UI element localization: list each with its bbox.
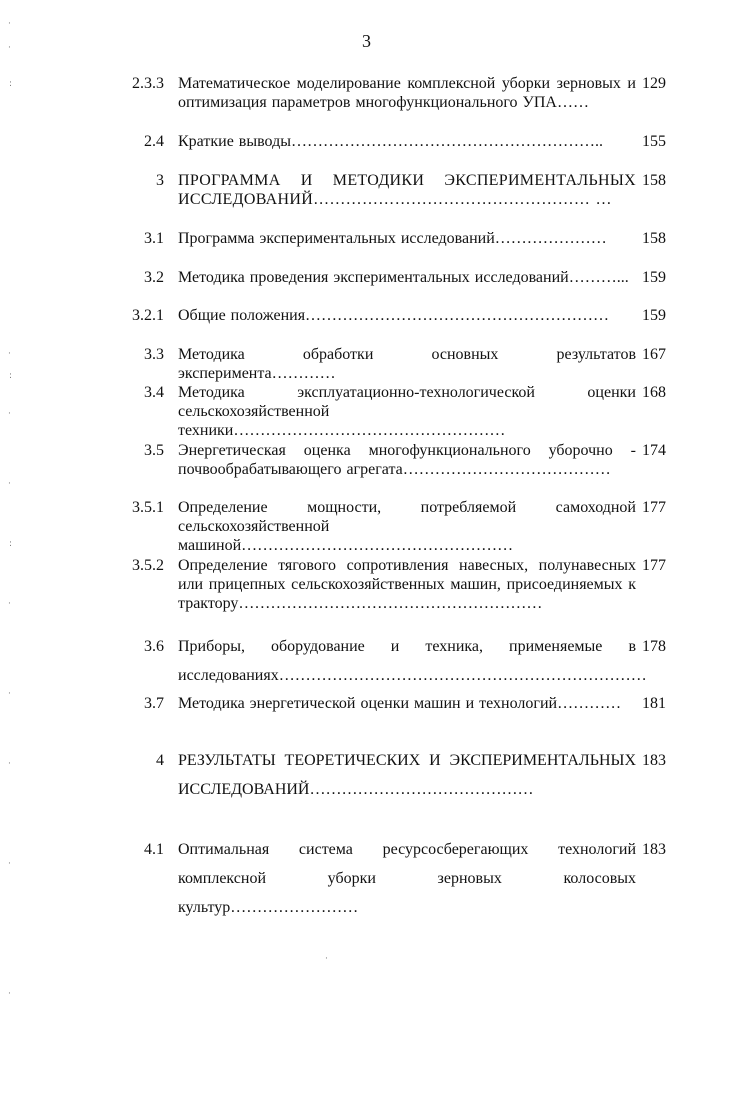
toc-entry <box>118 746 693 836</box>
toc-entry-title: Программа экспериментальных исследований………………… <box>178 230 607 247</box>
toc-entry-number: 3.5.2 <box>132 557 164 574</box>
scan-speck: · <box>8 859 11 869</box>
toc-entry-title: ПРОГРАММА И МЕТОДИКИ ЭКСПЕРИМЕНТАЛЬНЫХ ИССЛЕДОВАНИЙ…………………………………………… … <box>178 172 636 208</box>
toc-entry-number: 2.4 <box>144 133 164 150</box>
scan-speck: · <box>8 349 11 359</box>
toc-entry-page: 183 <box>642 841 666 858</box>
toc-entry-title: Общие положения………………………………………………… <box>178 307 610 324</box>
toc-entry-number: 3.5 <box>144 442 164 459</box>
toc-entry <box>118 835 693 925</box>
toc-entry <box>118 229 693 267</box>
toc-entry <box>118 556 693 632</box>
toc-entry-title: Оптимальная система ресурсосберегающих технологий комплексной уборки зерновых колосовых культур…………………… <box>178 841 636 916</box>
toc-entry <box>118 268 693 306</box>
toc-entry-page: 168 <box>642 384 666 401</box>
toc-entry-title: Определение тягового сопротивления навесных, полунавесных или прицепных сельскохозяйственных машин, присоединяемых к трактору………………………………………………… <box>178 557 636 612</box>
toc-entry-title: Определение мощности, потребляемой самоходной сельскохозяйственной машиной…………………………………………… <box>178 499 636 554</box>
toc-entry-number: 3.7 <box>144 695 164 712</box>
toc-entry-title: Приборы, оборудование и техника, применяемые в исследованиях…………………………………………………………… <box>178 638 647 684</box>
toc-entry-number: 4.1 <box>144 841 164 858</box>
toc-entry-title: Краткие выводы………………………………………………….. <box>178 133 603 150</box>
toc-entry <box>118 74 693 131</box>
toc-entry-page: 167 <box>642 346 666 363</box>
toc-entry-number: 3.2 <box>144 269 164 286</box>
toc-entry <box>118 132 693 170</box>
toc-entry-page: 183 <box>642 752 666 769</box>
scan-speck: : <box>9 539 13 549</box>
toc-entry-number: 3.5.1 <box>132 499 164 516</box>
toc-entry-page: 159 <box>642 269 666 286</box>
toc-entry-page: 158 <box>642 172 666 189</box>
scan-speck: : <box>9 79 13 89</box>
toc-entry <box>118 441 693 498</box>
toc-entry <box>118 345 693 383</box>
scan-speck: : <box>9 371 13 381</box>
scan-speck: · <box>8 759 11 769</box>
toc-entry-page: 158 <box>642 230 666 247</box>
page-number: 3 <box>362 31 371 51</box>
toc-entry-page: 177 <box>642 499 666 516</box>
toc-entry-title: Математическое моделирование комплексной уборки зерновых и оптимизация параметров многофункционального УПА…… <box>178 75 636 111</box>
toc-entry-page: 159 <box>642 307 666 324</box>
scan-speck: · <box>8 409 11 419</box>
toc-entry-number: 2.3.3 <box>132 75 164 92</box>
toc-entry-number: 3.6 <box>144 638 164 655</box>
toc-entry-title: Методика энергетической оценки машин и технологий………… <box>178 695 622 712</box>
toc-entry-title: Методика проведения экспериментальных исследований………... <box>178 269 629 286</box>
toc-entry-title: Энергетическая оценка многофункционального уборочно - почвообрабатывающего агрегата………………………………… <box>178 442 636 478</box>
toc-entry-number: 3 <box>156 172 164 189</box>
scan-speck: · <box>325 954 328 964</box>
toc-entry-page: 174 <box>642 442 666 459</box>
toc-entry-page: 155 <box>642 133 666 150</box>
toc-entry <box>118 689 693 747</box>
toc-entry-number: 4 <box>156 752 164 769</box>
toc-entry-page: 178 <box>642 638 666 655</box>
toc-entry <box>118 632 693 690</box>
toc-entry-number: 3.2.1 <box>132 307 164 324</box>
toc-entry-title: РЕЗУЛЬТАТЫ ТЕОРЕТИЧЕСКИХ И ЭКСПЕРИМЕНТАЛЬНЫХ ИССЛЕДОВАНИЙ…………………………………… <box>178 752 636 798</box>
scan-speck: · <box>8 689 11 699</box>
toc-entry-title: Методика эксплуатационно-технологической оценки сельскохозяйственной техники…………………………………………… <box>178 384 636 439</box>
scan-speck: · <box>8 989 11 999</box>
toc-entry-number: 3.1 <box>144 230 164 247</box>
toc-entry <box>118 171 693 228</box>
scan-speck: · <box>8 599 11 609</box>
toc-entry-title: Методика обработки основных результатов эксперимента………… <box>178 346 636 382</box>
toc-entry-number: 3.4 <box>144 384 164 401</box>
toc-entry <box>118 306 693 344</box>
toc-entry-page: 177 <box>642 557 666 574</box>
toc-entry-page: 129 <box>642 75 666 92</box>
toc-entry <box>118 383 693 440</box>
scan-speck: · <box>8 479 11 489</box>
toc-entry-page: 181 <box>642 695 666 712</box>
toc-entry-number: 3.3 <box>144 346 164 363</box>
toc-entry <box>118 498 693 555</box>
scan-speck: · <box>8 19 11 29</box>
scan-speck: · <box>8 43 11 53</box>
